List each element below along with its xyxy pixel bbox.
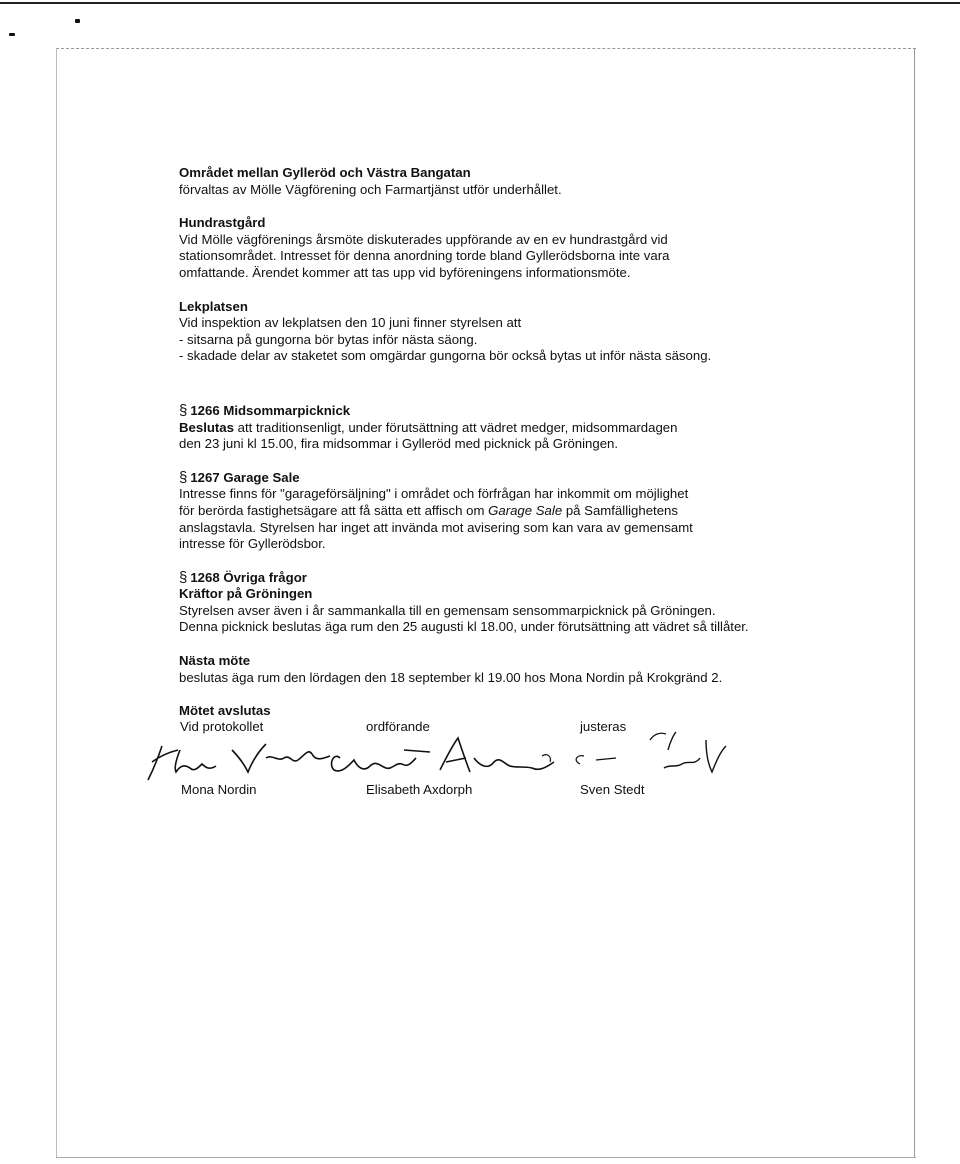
page-border-left [56,48,57,1158]
role-secretary: Vid protokollet [180,719,264,734]
area-body: förvaltas av Mölle Vägförening och Farmartjänst utför underhållet. [179,181,562,197]
italic-term: Garage Sale [488,502,563,518]
section-1268-heading [179,570,879,587]
next-meeting-body: beslutas äga rum den lördagen den 18 september kl 19.00 hos Mona Nordin på Krokgränd 2. [179,669,723,685]
section-1266-heading [179,403,879,420]
text-run: på Samfällighetens [562,502,678,518]
decision-text: att traditionsenligt, under förutsättning att vädret medger, midsommardagen [233,419,678,435]
area-title: Området mellan Gylleröd och Västra Bangatan [179,165,471,180]
dog-park-line: Vid Mölle vägförenings årsmöte diskuterades uppförande av en ev hundrastgård vid [179,231,668,247]
dog-park-line: stationsområdet. Intresset för denna anordning torde bland Gyllerödsborna inte vara [179,248,670,264]
page-border-right [914,48,915,1158]
dog-park-line: omfattande. Ärendet kommer att tas upp vid byföreningens informationsmöte. [179,264,631,280]
dog-park-title: Hundrastgård [179,215,266,231]
role-chair: ordförande [366,719,430,734]
minutes-document [179,165,879,720]
page-border-top [56,48,916,49]
scan-speck [75,19,80,23]
paragraph-sign: § [179,568,188,586]
handwritten-signatures [140,728,840,788]
decision-lead: Beslutas [179,419,234,435]
playground-bullet: - skadade delar av staketet som omgärdar gungorna bör också bytas ut inför nästa säsong. [179,348,712,364]
closing-title: Mötet avslutas [179,703,271,719]
section-1267-title: 1267 Garage Sale [190,469,300,485]
next-meeting-title: Nästa möte [179,653,251,669]
paragraph-sign: § [179,468,188,486]
paragraph-sign: § [179,401,188,419]
section-1268-title: 1268 Övriga frågor [190,569,307,585]
role-adjuster: justeras [580,719,627,734]
name-secretary: Mona Nordin [181,782,257,797]
scan-speck [9,33,15,36]
text-run: för berörda fastighetsägare att få sätta ett affisch om [179,502,489,518]
playground-title: Lekplatsen [179,298,248,314]
playground-intro: Vid inspektion av lekplatsen den 10 juni finner styrelsen att [179,315,522,331]
name-chair: Elisabeth Axdorph [366,782,473,797]
section-1268-subtitle: Kräftor på Gröningen [179,586,313,602]
section-1267-line: Intresse finns för "garageförsäljning" i området och förfrågan har inkommit om möjlighet [179,486,689,502]
section-1267-line [179,503,879,520]
section-1268-line: Denna picknick beslutas äga rum den 25 augusti kl 18.00, under förutsättning att vädret så tillåter. [179,619,749,635]
name-adjuster: Sven Stedt [580,782,645,797]
section-1266-decision [179,420,879,437]
section-1267-heading [179,470,879,487]
section-1266-line: den 23 juni kl 15.00, fira midsommar i Gylleröd med picknick på Gröningen. [179,436,619,452]
playground-bullet: - sitsarna på gungorna bör bytas inför nästa säong. [179,331,478,347]
section-1268-line: Styrelsen avser även i år sammankalla till en gemensam sensommarpicknick på Gröningen. [179,602,716,618]
section-1266-title: 1266 Midsommarpicknick [190,402,351,418]
section-1267-line: intresse för Gyllerödsbor. [179,536,326,552]
section-1267-line: anslagstavla. Styrelsen har inget att invända mot avisering som kan vara av gemensamt [179,519,693,535]
scan-top-line [0,2,960,4]
page-border-bottom [56,1157,916,1158]
